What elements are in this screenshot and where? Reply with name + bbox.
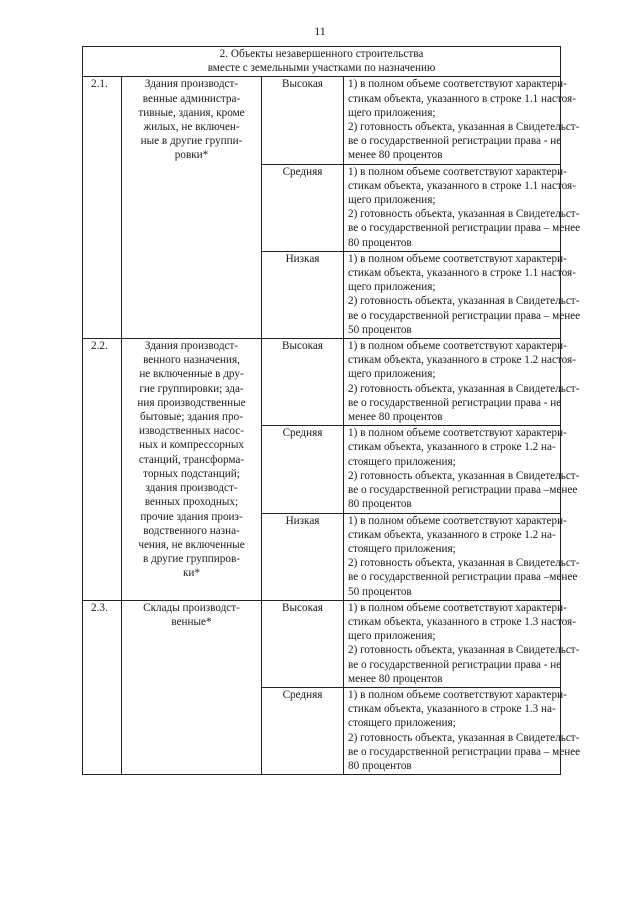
- criteria-line: 1) в полном объеме соответствуют характери-: [348, 78, 567, 91]
- criteria-line: 1) в полном объеме соответствуют характери-: [348, 340, 567, 353]
- criteria-line: 1) в полном объеме соответствуют характери-: [348, 165, 567, 178]
- confidence-level: Средняя: [262, 164, 344, 251]
- criteria-line: стикам объекта, указанного в строке 1.2 настоя-: [348, 354, 576, 367]
- object-name-line: не включенные в дру-: [139, 368, 244, 381]
- criteria-line: щего приложения;: [348, 630, 436, 643]
- criteria-description: [344, 164, 581, 251]
- object-name-line: ния производственные: [137, 396, 246, 409]
- section-title-line: вместе с земельными участками по назначению: [207, 62, 436, 75]
- object-name-line: ки*: [182, 567, 201, 580]
- object-name-line: станций, трансформа-: [138, 453, 245, 466]
- object-name: [122, 600, 262, 774]
- criteria-line: стикам объекта, указанного в строке 1.3 на-: [348, 703, 556, 716]
- section-title: [83, 47, 561, 77]
- criteria-line: ве о государственной регистрации права –менее: [348, 484, 578, 497]
- object-name-line: здания производст-: [145, 482, 238, 495]
- criteria-line: менее 80 процентов: [348, 411, 443, 424]
- criteria-line: стоящего приложения;: [348, 455, 456, 468]
- criteria-line: ве о государственной регистрации права – менее: [348, 309, 581, 322]
- criteria-line: 2) готовность объекта, указанная в Свидетельст-: [348, 731, 580, 744]
- object-name-line: Здания производст-: [144, 78, 239, 91]
- object-name: [122, 339, 262, 601]
- object-name-line: чения, не включенные: [138, 538, 245, 551]
- criteria-description: [344, 251, 581, 338]
- criteria-line: щего приложения;: [348, 281, 436, 294]
- criteria-line: 2) готовность объекта, указанная в Свидетельст-: [348, 469, 580, 482]
- criteria-line: ве о государственной регистрации права - не: [348, 396, 562, 409]
- criteria-line: 2) готовность объекта, указанная в Свидетельст-: [348, 557, 580, 570]
- criteria-line: 1) в полном объеме соответствуют характери-: [348, 252, 567, 265]
- criteria-line: стикам объекта, указанного в строке 1.1 настоя-: [348, 92, 576, 105]
- confidence-level: Высокая: [262, 339, 344, 426]
- table-row: [83, 600, 561, 687]
- confidence-level: Средняя: [262, 426, 344, 513]
- criteria-line: 80 процентов: [348, 236, 412, 249]
- criteria-description: [344, 77, 580, 164]
- criteria-line: ве о государственной регистрации права – менее: [348, 222, 581, 235]
- object-name-line: изводственных насос-: [139, 425, 244, 438]
- criteria-description: [344, 600, 580, 687]
- criteria-line: ве о государственной регистрации права - не: [348, 135, 562, 148]
- row-number: 2.1.: [83, 77, 122, 339]
- criteria-description: [344, 687, 581, 774]
- criteria-line: стоящего приложения;: [348, 717, 456, 730]
- criteria-line: стикам объекта, указанного в строке 1.2 на-: [348, 528, 556, 541]
- criteria-line: 1) в полном объеме соответствуют характери-: [348, 601, 567, 614]
- criteria-description: [344, 339, 580, 426]
- criteria-description: [344, 513, 580, 600]
- criteria-line: 50 процентов: [348, 323, 412, 336]
- criteria-line: щего приложения;: [348, 106, 436, 119]
- confidence-level: Высокая: [262, 77, 344, 164]
- criteria-line: щего приложения;: [348, 368, 436, 381]
- criteria-line: щего приложения;: [348, 194, 436, 207]
- object-name-line: Здания производст-: [144, 340, 239, 353]
- object-name-line: тивные, здания, кроме: [138, 106, 245, 119]
- object-name-line: бытовые; здания про-: [140, 411, 243, 424]
- criteria-line: 50 процентов: [348, 585, 412, 598]
- confidence-level: Средняя: [262, 687, 344, 774]
- confidence-level: Низкая: [262, 513, 344, 600]
- object-name-line: венных проходных;: [144, 496, 239, 509]
- object-name-line: в другие группиров-: [143, 553, 240, 566]
- object-name-line: жилых, не включен-: [143, 121, 240, 134]
- table-row: [83, 77, 561, 164]
- criteria-line: 2) готовность объекта, указанная в Свидетельст-: [348, 208, 580, 221]
- criteria-line: стикам объекта, указанного в строке 1.1 настоя-: [348, 267, 576, 280]
- section-title-line: 2. Объекты незавершенного строительства: [219, 48, 424, 60]
- object-name-line: прочие здания произ-: [140, 510, 243, 523]
- criteria-line: 1) в полном объеме соответствуют характери-: [348, 427, 567, 440]
- criteria-line: ве о государственной регистрации права - не: [348, 658, 562, 671]
- criteria-line: 2) готовность объекта, указанная в Свидетельст-: [348, 644, 580, 657]
- confidence-level: Низкая: [262, 251, 344, 338]
- object-name-line: гие группировки; зда-: [139, 382, 244, 395]
- criteria-line: стикам объекта, указанного в строке 1.1 настоя-: [348, 179, 576, 192]
- criteria-description: [344, 426, 580, 513]
- section-header-row: [83, 47, 561, 77]
- criteria-line: 1) в полном объеме соответствуют характери-: [348, 514, 567, 527]
- object-name-line: венные*: [171, 615, 212, 628]
- object-name-line: ные в другие группи-: [140, 135, 243, 148]
- object-name-line: ровки*: [174, 149, 209, 162]
- row-number: 2.2.: [83, 339, 122, 601]
- page-number: 11: [314, 24, 326, 38]
- criteria-line: стоящего приложения;: [348, 542, 456, 555]
- object-name-line: ных и компрессорных: [138, 439, 245, 452]
- criteria-line: ве о государственной регистрации права –менее: [348, 571, 578, 584]
- criteria-line: 2) готовность объекта, указанная в Свидетельст-: [348, 121, 580, 134]
- criteria-line: стикам объекта, указанного в строке 1.3 настоя-: [348, 615, 576, 628]
- table-row: [83, 339, 561, 426]
- criteria-line: ве о государственной регистрации права – менее: [348, 745, 581, 758]
- criteria-line: стикам объекта, указанного в строке 1.2 на-: [348, 441, 556, 454]
- objects-table: [82, 46, 581, 775]
- object-name-line: венного назначения,: [143, 354, 240, 367]
- object-name-line: торных подстанций;: [143, 467, 240, 480]
- criteria-line: 80 процентов: [348, 498, 412, 511]
- criteria-line: менее 80 процентов: [348, 672, 443, 685]
- confidence-level: Высокая: [262, 600, 344, 687]
- criteria-line: 2) готовность объекта, указанная в Свидетельст-: [348, 295, 580, 308]
- criteria-line: 1) в полном объеме соответствуют характери-: [348, 688, 567, 701]
- object-name-line: Склады производст-: [143, 601, 240, 614]
- criteria-line: менее 80 процентов: [348, 149, 443, 162]
- object-name: [122, 77, 262, 339]
- row-number: 2.3.: [83, 600, 122, 774]
- object-name-line: венные администра-: [142, 92, 241, 105]
- criteria-line: 2) готовность объекта, указанная в Свидетельст-: [348, 382, 580, 395]
- object-name-line: водственного назна-: [143, 524, 240, 537]
- criteria-line: 80 процентов: [348, 759, 412, 772]
